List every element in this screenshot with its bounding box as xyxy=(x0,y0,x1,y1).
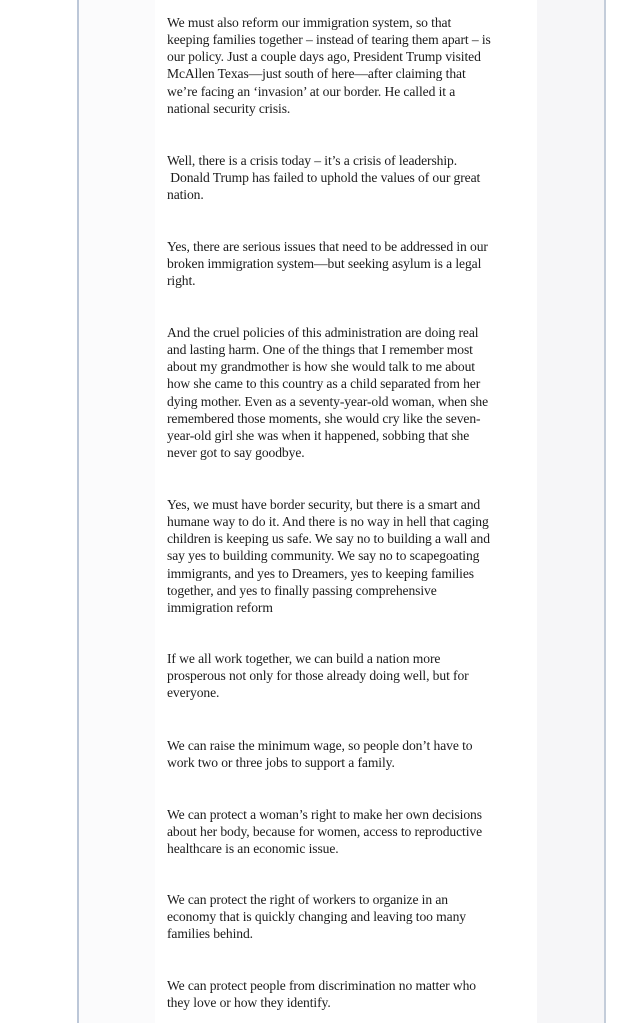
paragraph-work-together xyxy=(167,650,527,701)
paragraph-grandmother xyxy=(167,324,527,461)
text-line: economy that is quickly changing and leaving too many xyxy=(167,909,466,925)
viewer-left-margin xyxy=(79,0,155,1023)
text-line: Donald Trump has failed to uphold the values of our great xyxy=(167,170,481,186)
text-line: immigration reform xyxy=(167,599,273,615)
text-line: If we all work together, we can build a nation more xyxy=(167,651,441,666)
text-line: right. xyxy=(167,273,196,289)
text-line: how she came to this country as a child separated from her xyxy=(167,376,481,392)
paragraph-border-security xyxy=(167,496,527,616)
text-line: immigrants, and yes to Dreamers, yes to keeping families xyxy=(167,565,474,581)
text-line: keeping families together – instead of tearing them apart – is xyxy=(167,32,491,48)
text-line: say yes to building community. We say no to scapegoating xyxy=(167,548,480,564)
text-line: We must also reform our immigration system, so that xyxy=(167,15,452,30)
paragraph-minimum-wage xyxy=(167,737,527,771)
text-line: We can raise the minimum wage, so people don’t have to xyxy=(167,738,473,753)
viewer-right-border xyxy=(604,0,606,1023)
text-line: families behind. xyxy=(167,926,253,942)
paragraph-discrimination xyxy=(167,977,527,1011)
text-line: broken immigration system—but seeking asylum is a legal xyxy=(167,256,482,272)
paragraph-immigration-reform xyxy=(167,14,527,117)
text-line: about her body, because for women, access to reproductive xyxy=(167,824,483,840)
text-line: year-old girl she was when it happened, sobbing that she xyxy=(167,427,470,443)
paragraph-crisis-of-leadership xyxy=(167,152,527,203)
text-line: healthcare is an economic issue. xyxy=(167,841,339,857)
text-line: and lasting harm. One of the things that I remember most xyxy=(167,342,473,358)
text-line: Well, there is a crisis today – it’s a crisis of leadership. xyxy=(167,153,458,168)
text-line: nation. xyxy=(167,187,204,203)
text-line: they love or how they identify. xyxy=(167,995,331,1011)
text-line: work two or three jobs to support a family. xyxy=(167,755,395,771)
text-line: We can protect people from discrimination no matter who xyxy=(167,978,476,993)
text-line: children is keeping us safe. We say no to building a wall and xyxy=(167,531,490,547)
text-line: And the cruel policies of this administration are doing real xyxy=(167,325,479,340)
text-line: about my grandmother is how she would talk to me about xyxy=(167,359,475,375)
text-line: together, and yes to finally passing comprehensive xyxy=(167,582,437,598)
text-line: everyone. xyxy=(167,685,220,701)
text-line: Yes, we must have border security, but there is a smart and xyxy=(167,497,481,512)
text-line: Yes, there are serious issues that need to be addressed in our xyxy=(167,239,488,254)
text-line: our policy. Just a couple days ago, President Trump visited xyxy=(167,49,481,65)
text-line: We can protect the right of workers to organize in an xyxy=(167,892,448,907)
text-line: national security crisis. xyxy=(167,100,291,116)
text-line: we’re facing an ‘invasion’ at our border. He called it a xyxy=(167,83,456,99)
viewer-right-margin xyxy=(537,0,604,1023)
text-line: We can protect a woman’s right to make her own decisions xyxy=(167,807,482,822)
paragraph-womens-rights xyxy=(167,806,527,857)
paragraph-asylum xyxy=(167,238,527,289)
text-line: humane way to do it. And there is no way in hell that caging xyxy=(167,514,489,530)
paragraph-workers-rights xyxy=(167,891,527,942)
text-line: prosperous not only for those already doing well, but for xyxy=(167,668,469,684)
text-line: dying mother. Even as a seventy-year-old woman, when she xyxy=(167,393,489,409)
text-line: never got to say goodbye. xyxy=(167,445,305,461)
text-line: McAllen Texas—just south of here—after claiming that xyxy=(167,66,466,82)
text-line: remembered those moments, she would cry like the seven- xyxy=(167,410,481,426)
